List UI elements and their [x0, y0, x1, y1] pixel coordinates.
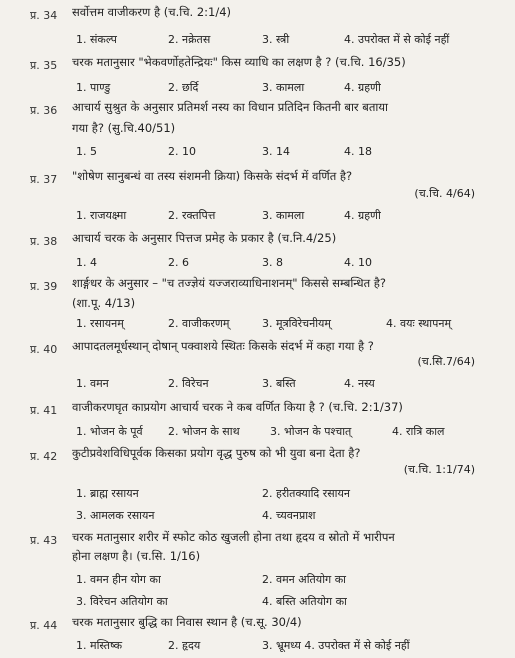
question-text: कुटीप्रवेशविधिपूर्वक किसका प्रयोग वृद्ध पुरुष को भी युवा बना देता है?	[72, 446, 361, 460]
question-text: चरक मतानुसार शरीर में स्फोट कोठ खुजली होना तथा हृदय व स्रोतो में भारीपन	[72, 530, 395, 544]
option-4: 4. उपरोक्त में से कोई नहीं	[344, 33, 450, 46]
option-2: 2. वाजीकरणम्	[168, 317, 230, 330]
question-text-continued: गया है? (सु.चि.40/51)	[72, 121, 176, 135]
option-2: 2. हृदय	[168, 639, 201, 652]
option-3: 3. भोजन के पश्चात्	[270, 425, 352, 438]
question-text: आचार्य चरक के अनुसार पित्तज प्रमेह के प्रकार है (च.नि.4/25)	[72, 231, 337, 245]
option-3: 3. स्त्री	[262, 33, 290, 46]
question-text-continued: होना लक्षण है। (च.सि. 1/16)	[72, 549, 201, 563]
option-1: 1. वमन	[76, 377, 109, 390]
option-4: 4. च्यवनप्राश	[262, 509, 316, 522]
option-4: 4. रात्रि काल	[392, 425, 445, 438]
option-1: 1. राजयक्ष्मा	[76, 209, 127, 222]
option-4: 4. ग्रहणी	[344, 209, 381, 222]
question-number: प्र. 34	[30, 9, 58, 22]
option-3: 3. कामला	[262, 81, 305, 94]
question-text: सर्वोत्तम वाजीकरण है (च.चि. 2:1/4)	[72, 5, 231, 19]
question-number: प्र. 42	[30, 450, 58, 463]
question-text-continued: (शा.पू. 4/13)	[72, 296, 136, 310]
option-2: 2. 10	[168, 145, 196, 158]
question-text: आचार्य सुश्रुत के अनुसार प्रतिमर्श नस्य का विधान प्रतिदिन कितनी बार बताया	[72, 100, 389, 114]
option-3: 3. 8	[262, 256, 283, 269]
option-4: 4. 10	[344, 256, 372, 269]
option-2: 2. नक्रेतस	[168, 33, 211, 46]
question-number: प्र. 38	[30, 235, 58, 248]
question-text: चरक मतानुसार बुद्धि का निवास स्थान है (च.सू. 30/4)	[72, 615, 302, 629]
reference: (च.सि.7/64)	[417, 355, 475, 368]
option-4: 4. बस्ति अतियोग का	[262, 595, 347, 608]
option-4: 4. ग्रहणी	[344, 81, 381, 94]
option-4: 4. नस्य	[344, 377, 375, 390]
option-3: 3. भ्रूमध्य 4. उपरोक्त में से कोई नहीं	[262, 639, 410, 652]
option-1: 1. रसायनम्	[76, 317, 124, 330]
question-number: प्र. 43	[30, 534, 58, 547]
question-number: प्र. 41	[30, 404, 58, 417]
question-number: प्र. 36	[30, 104, 58, 117]
option-2: 2. भोजन के साथ	[168, 425, 240, 438]
option-3: 3. 14	[262, 145, 290, 158]
option-4: 4. 18	[344, 145, 372, 158]
option-1: 1. वमन हीन योग का	[76, 573, 161, 586]
option-3: 3. बस्ति	[262, 377, 296, 390]
question-text: "शोषेण सानुबन्धं वा तस्य संशमनी क्रिया) किसके संदर्भ में वर्णित है?	[72, 169, 353, 183]
question-number: प्र. 37	[30, 173, 58, 186]
option-2: 2. हरीतक्यादि रसायन	[262, 487, 351, 500]
option-3: 3. कामला	[262, 209, 305, 222]
option-2: 2. रक्तपित्त	[168, 209, 216, 222]
question-number: प्र. 39	[30, 280, 58, 293]
option-4: 4. वयः स्थापनम्	[386, 317, 452, 330]
option-1: 1. संकल्प	[76, 33, 117, 46]
option-1: 1. 4	[76, 256, 97, 269]
question-number: प्र. 40	[30, 343, 58, 356]
option-1: 1. पाण्डु	[76, 81, 111, 94]
question-text: आपादतलमूर्धस्थान् दोषान् पक्वाशये स्थितः किसके संदर्भ में कहा गया है ?	[72, 339, 374, 353]
question-text: वाजीकरणघृत काप्रयोग आचार्य चरक ने कब वर्णित किया है ? (च.चि. 2:1/37)	[72, 400, 403, 414]
question-text: शार्ङ्गधर के अनुसार – "च तज्ज्ञेयं यज्जराव्याधिनाशनम्" किससे सम्बन्धित है?	[72, 276, 386, 290]
reference: (च.चि. 1:1/74)	[403, 463, 475, 476]
option-1: 1. भोजन के पूर्व	[76, 425, 143, 438]
reference: (च.चि. 4/64)	[414, 187, 475, 200]
option-2: 2. वमन अतियोग का	[262, 573, 347, 586]
option-3: 3. विरेचन अतियोग का	[76, 595, 168, 608]
option-3: 3. मूत्रविरेचनीयम्	[262, 317, 332, 330]
option-1: 1. मस्तिष्क	[76, 639, 123, 652]
option-2: 2. 6	[168, 256, 189, 269]
question-text: चरक मतानुसार "भेकवर्णोहतेन्द्रियः" किस व्याधि का लक्षण है ? (च.चि. 16/35)	[72, 55, 406, 69]
question-number: प्र. 44	[30, 619, 58, 632]
option-1: 1. ब्राह्म रसायन	[76, 487, 139, 500]
option-3: 3. आमलक रसायन	[76, 509, 155, 522]
option-2: 2. विरेचन	[168, 377, 209, 390]
option-1: 1. 5	[76, 145, 97, 158]
question-number: प्र. 35	[30, 59, 58, 72]
option-2: 2. छर्दि	[168, 81, 199, 94]
